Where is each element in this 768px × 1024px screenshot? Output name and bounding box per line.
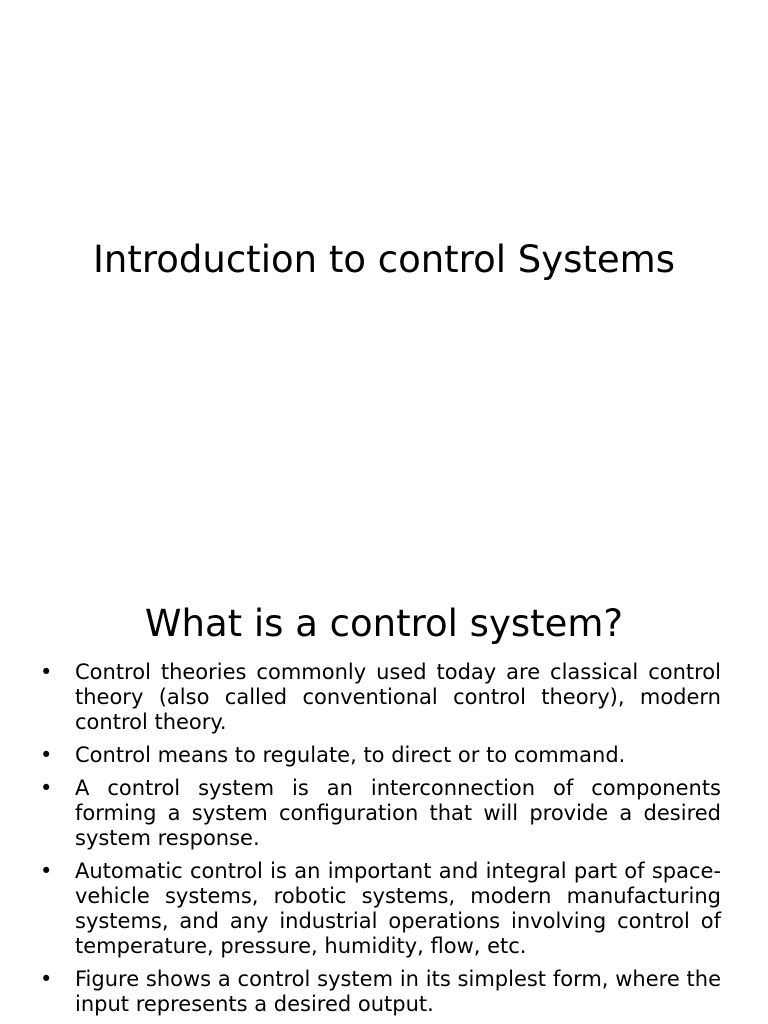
slide-title: Introduction to control Systems [93, 238, 675, 281]
bullet-list [40, 660, 721, 1024]
bullet-icon: • [40, 776, 53, 800]
bullet-text: Automatic control is an important and integral part of space-vehicle systems, robotic systems, modern manufacturing systems, and any industrial operations involving control of temperature, pressure, humidity, flow, etc. [75, 859, 721, 958]
bullet-text: A control system is an interconnection of components forming a system configuration that will provide a desired system response. [75, 776, 721, 850]
bullet-item-control-system-definition [40, 776, 721, 851]
bullet-item-automatic-control [40, 859, 721, 959]
bullet-text: Figure shows a control system in its simplest form, where the input represents a desired output. [75, 967, 721, 1016]
bullet-text: Control theories commonly used today are classical control theory (also called conventional control theory), modern control theory. [75, 660, 721, 734]
bullet-item-figure-description [40, 967, 721, 1017]
bullet-item-control-means [40, 743, 721, 768]
bullet-icon: • [40, 859, 53, 883]
bullet-text: Control means to regulate, to direct or to command. [75, 743, 626, 767]
slide-heading: What is a control system? [144, 602, 624, 645]
bullet-icon: • [40, 660, 53, 684]
bullet-icon: • [40, 967, 53, 991]
bullet-icon: • [40, 743, 53, 767]
slide-2 [0, 576, 768, 1024]
bullet-item-control-theories [40, 660, 721, 735]
